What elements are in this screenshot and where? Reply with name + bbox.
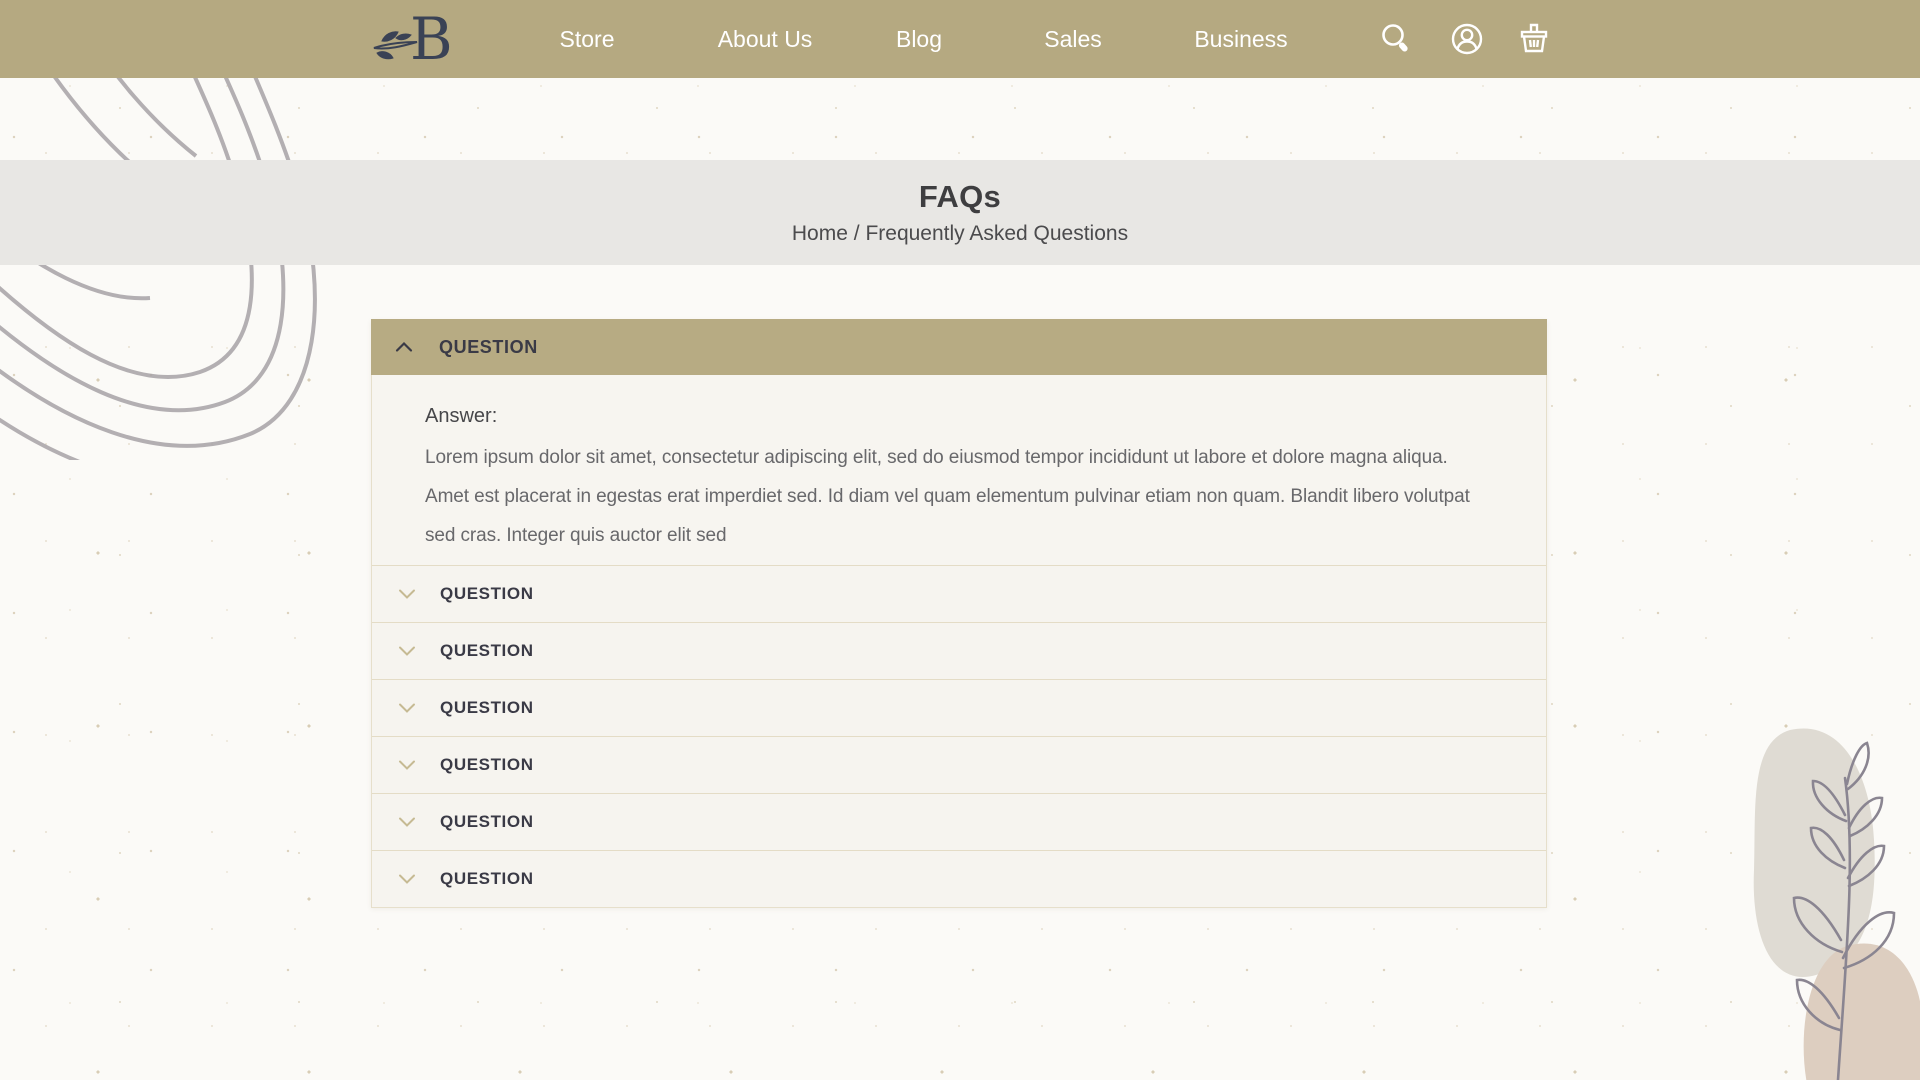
chevron-down-icon: [398, 873, 416, 885]
faq-item-collapsed[interactable]: [372, 622, 1546, 679]
chevron-down-icon: [398, 588, 416, 600]
brand-logo[interactable]: [372, 2, 453, 76]
faq-accordion: [371, 320, 1547, 908]
breadcrumb-separator: /: [847, 222, 866, 245]
nav-item-business[interactable]: Business: [1194, 26, 1288, 52]
faq-item-collapsed[interactable]: [372, 850, 1546, 907]
page-title: FAQs: [918, 179, 1002, 214]
faq-answer-panel: [372, 375, 1546, 565]
faq-question-label: QUESTION: [439, 336, 538, 357]
answer-label: Answer:: [425, 405, 498, 427]
leaf-branch-decoration: [1695, 718, 1920, 1080]
logo-letter: B: [410, 5, 453, 73]
breadcrumb-current: Frequently Asked Questions: [865, 222, 1129, 245]
user-account-icon[interactable]: [1445, 17, 1489, 61]
answer-text: Lorem ipsum dolor sit amet, consectetur adipiscing elit, sed do eiusmod tempor incididunt ut labore et dolore magna aliqua. Amet est placerat in egestas erat imperdiet sed. Id diam vel quam elementum pulvinar etiam non quam. Blandit libero volutpat sed cras. Integer quis auctor elit sed: [425, 447, 1470, 546]
faq-question-label: QUESTION: [440, 869, 534, 888]
faq-question-label: QUESTION: [440, 641, 534, 660]
page-header-band: [0, 160, 1920, 265]
nav-item-store[interactable]: Store: [559, 26, 615, 52]
faq-question-label: QUESTION: [440, 812, 534, 831]
nav-item-about-us[interactable]: About Us: [717, 26, 813, 52]
faq-item-collapsed[interactable]: [372, 793, 1546, 850]
faq-question-label: QUESTION: [440, 698, 534, 717]
chevron-up-icon: [395, 341, 413, 353]
shopping-basket-icon[interactable]: [1512, 17, 1556, 61]
faq-item-collapsed[interactable]: [372, 679, 1546, 736]
faq-item-collapsed[interactable]: [372, 565, 1546, 622]
chevron-down-icon: [398, 759, 416, 771]
search-icon[interactable]: [1374, 17, 1418, 61]
nav-item-sales[interactable]: Sales: [1044, 26, 1102, 52]
chevron-down-icon: [398, 645, 416, 657]
faq-item-expanded-header[interactable]: [371, 319, 1547, 375]
top-navigation-bar: [0, 0, 1920, 78]
faq-item-collapsed[interactable]: [372, 736, 1546, 793]
chevron-down-icon: [398, 816, 416, 828]
breadcrumb: [792, 222, 1128, 246]
nav-item-blog[interactable]: Blog: [895, 26, 943, 52]
breadcrumb-home-link[interactable]: Home: [791, 222, 848, 245]
faq-question-label: QUESTION: [440, 755, 534, 774]
chevron-down-icon: [398, 702, 416, 714]
faq-question-label: QUESTION: [440, 584, 534, 603]
